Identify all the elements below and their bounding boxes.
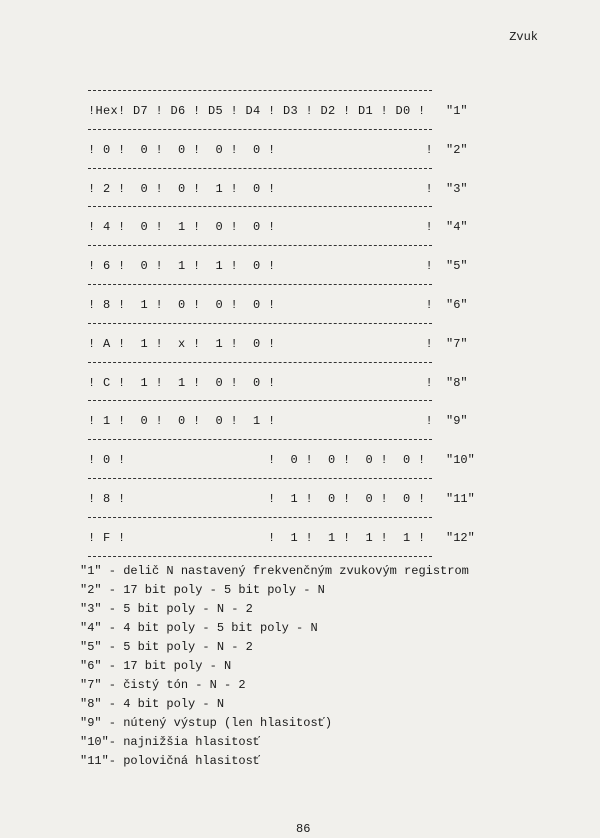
row-tag: "3"	[446, 181, 468, 196]
row-divider	[88, 478, 432, 479]
table-row	[88, 284, 488, 323]
row-cells: ! 6 ! 0 ! 1 ! 1 ! 0 ! !	[88, 259, 434, 274]
row-tag: "1"	[446, 104, 468, 118]
table-row	[88, 362, 488, 401]
legend-note: "7" - čistý tón - N - 2	[80, 678, 246, 692]
row-tag: "6"	[446, 297, 468, 312]
legend-note: "1" - delič N nastavený frekvenčným zvukovým registrom	[80, 564, 469, 578]
row-cells: ! 0 ! 0 ! 0 ! 0 ! 0 ! !	[88, 142, 434, 157]
legend-note: "11"- polovičná hlasitosť	[80, 754, 261, 768]
register-table	[88, 90, 488, 557]
row-tag: "5"	[446, 259, 468, 274]
row-divider	[88, 284, 432, 285]
table-row	[88, 245, 488, 284]
row-tag: "7"	[446, 336, 468, 351]
row-divider	[88, 362, 432, 363]
row-tag: "2"	[446, 142, 468, 157]
table-row	[88, 439, 488, 478]
row-divider	[88, 517, 432, 518]
table-row	[88, 478, 488, 517]
row-cells: ! 4 ! 0 ! 1 ! 0 ! 0 ! !	[88, 220, 434, 235]
legend-note: "6" - 17 bit poly - N	[80, 659, 232, 673]
table-row	[88, 517, 488, 556]
row-cells: ! F ! ! 1 ! 1 ! 1 ! 1 !	[88, 530, 426, 545]
row-cells: ! 8 ! ! 1 ! 0 ! 0 ! 0 !	[88, 491, 426, 506]
legend-note: "4" - 4 bit poly - 5 bit poly - N	[80, 621, 318, 635]
table-bottom-rule	[88, 556, 432, 557]
legend-note: "10"- najnižšia hlasitosť	[80, 735, 261, 749]
row-cells: ! C ! 1 ! 1 ! 0 ! 0 ! !	[88, 375, 434, 390]
table-header-row	[88, 90, 488, 129]
legend-note: "8" - 4 bit poly - N	[80, 697, 225, 711]
legend-notes	[80, 562, 469, 771]
table-row	[88, 323, 488, 362]
row-tag: "10"	[446, 453, 475, 468]
row-tag: "8"	[446, 375, 468, 390]
row-divider	[88, 323, 432, 324]
row-tag: "4"	[446, 220, 468, 235]
row-divider	[88, 168, 432, 169]
legend-note: "9" - nútený výstup (len hlasitosť)	[80, 716, 333, 730]
row-divider	[88, 400, 432, 401]
row-cells: ! 0 ! ! 0 ! 0 ! 0 ! 0 !	[88, 453, 426, 468]
row-tag: "9"	[446, 414, 468, 429]
row-cells: ! 2 ! 0 ! 0 ! 1 ! 0 ! !	[88, 181, 434, 196]
row-tag: "12"	[446, 530, 475, 545]
row-cells: ! A ! 1 ! x ! 1 ! 0 ! !	[88, 336, 434, 351]
legend-note: "3" - 5 bit poly - N - 2	[80, 602, 253, 616]
legend-note: "2" - 17 bit poly - 5 bit poly - N	[80, 583, 325, 597]
row-cells: ! 1 ! 0 ! 0 ! 0 ! 1 ! !	[88, 414, 434, 429]
table-row	[88, 400, 488, 439]
row-cells: ! 8 ! 1 ! 0 ! 0 ! 0 ! !	[88, 297, 434, 312]
table-row	[88, 206, 488, 245]
page-number: 86	[296, 822, 311, 836]
row-divider	[88, 129, 432, 130]
legend-note: "5" - 5 bit poly - N - 2	[80, 640, 253, 654]
row-divider	[88, 90, 432, 91]
table-header-cells: !Hex! D7 ! D6 ! D5 ! D4 ! D3 ! D2 ! D1 ! D0 !	[88, 104, 426, 118]
row-divider	[88, 206, 432, 207]
row-divider	[88, 439, 432, 440]
row-tag: "11"	[446, 491, 475, 506]
table-row	[88, 129, 488, 168]
section-title: Zvuk	[509, 30, 538, 44]
row-divider	[88, 245, 432, 246]
table-row	[88, 168, 488, 207]
